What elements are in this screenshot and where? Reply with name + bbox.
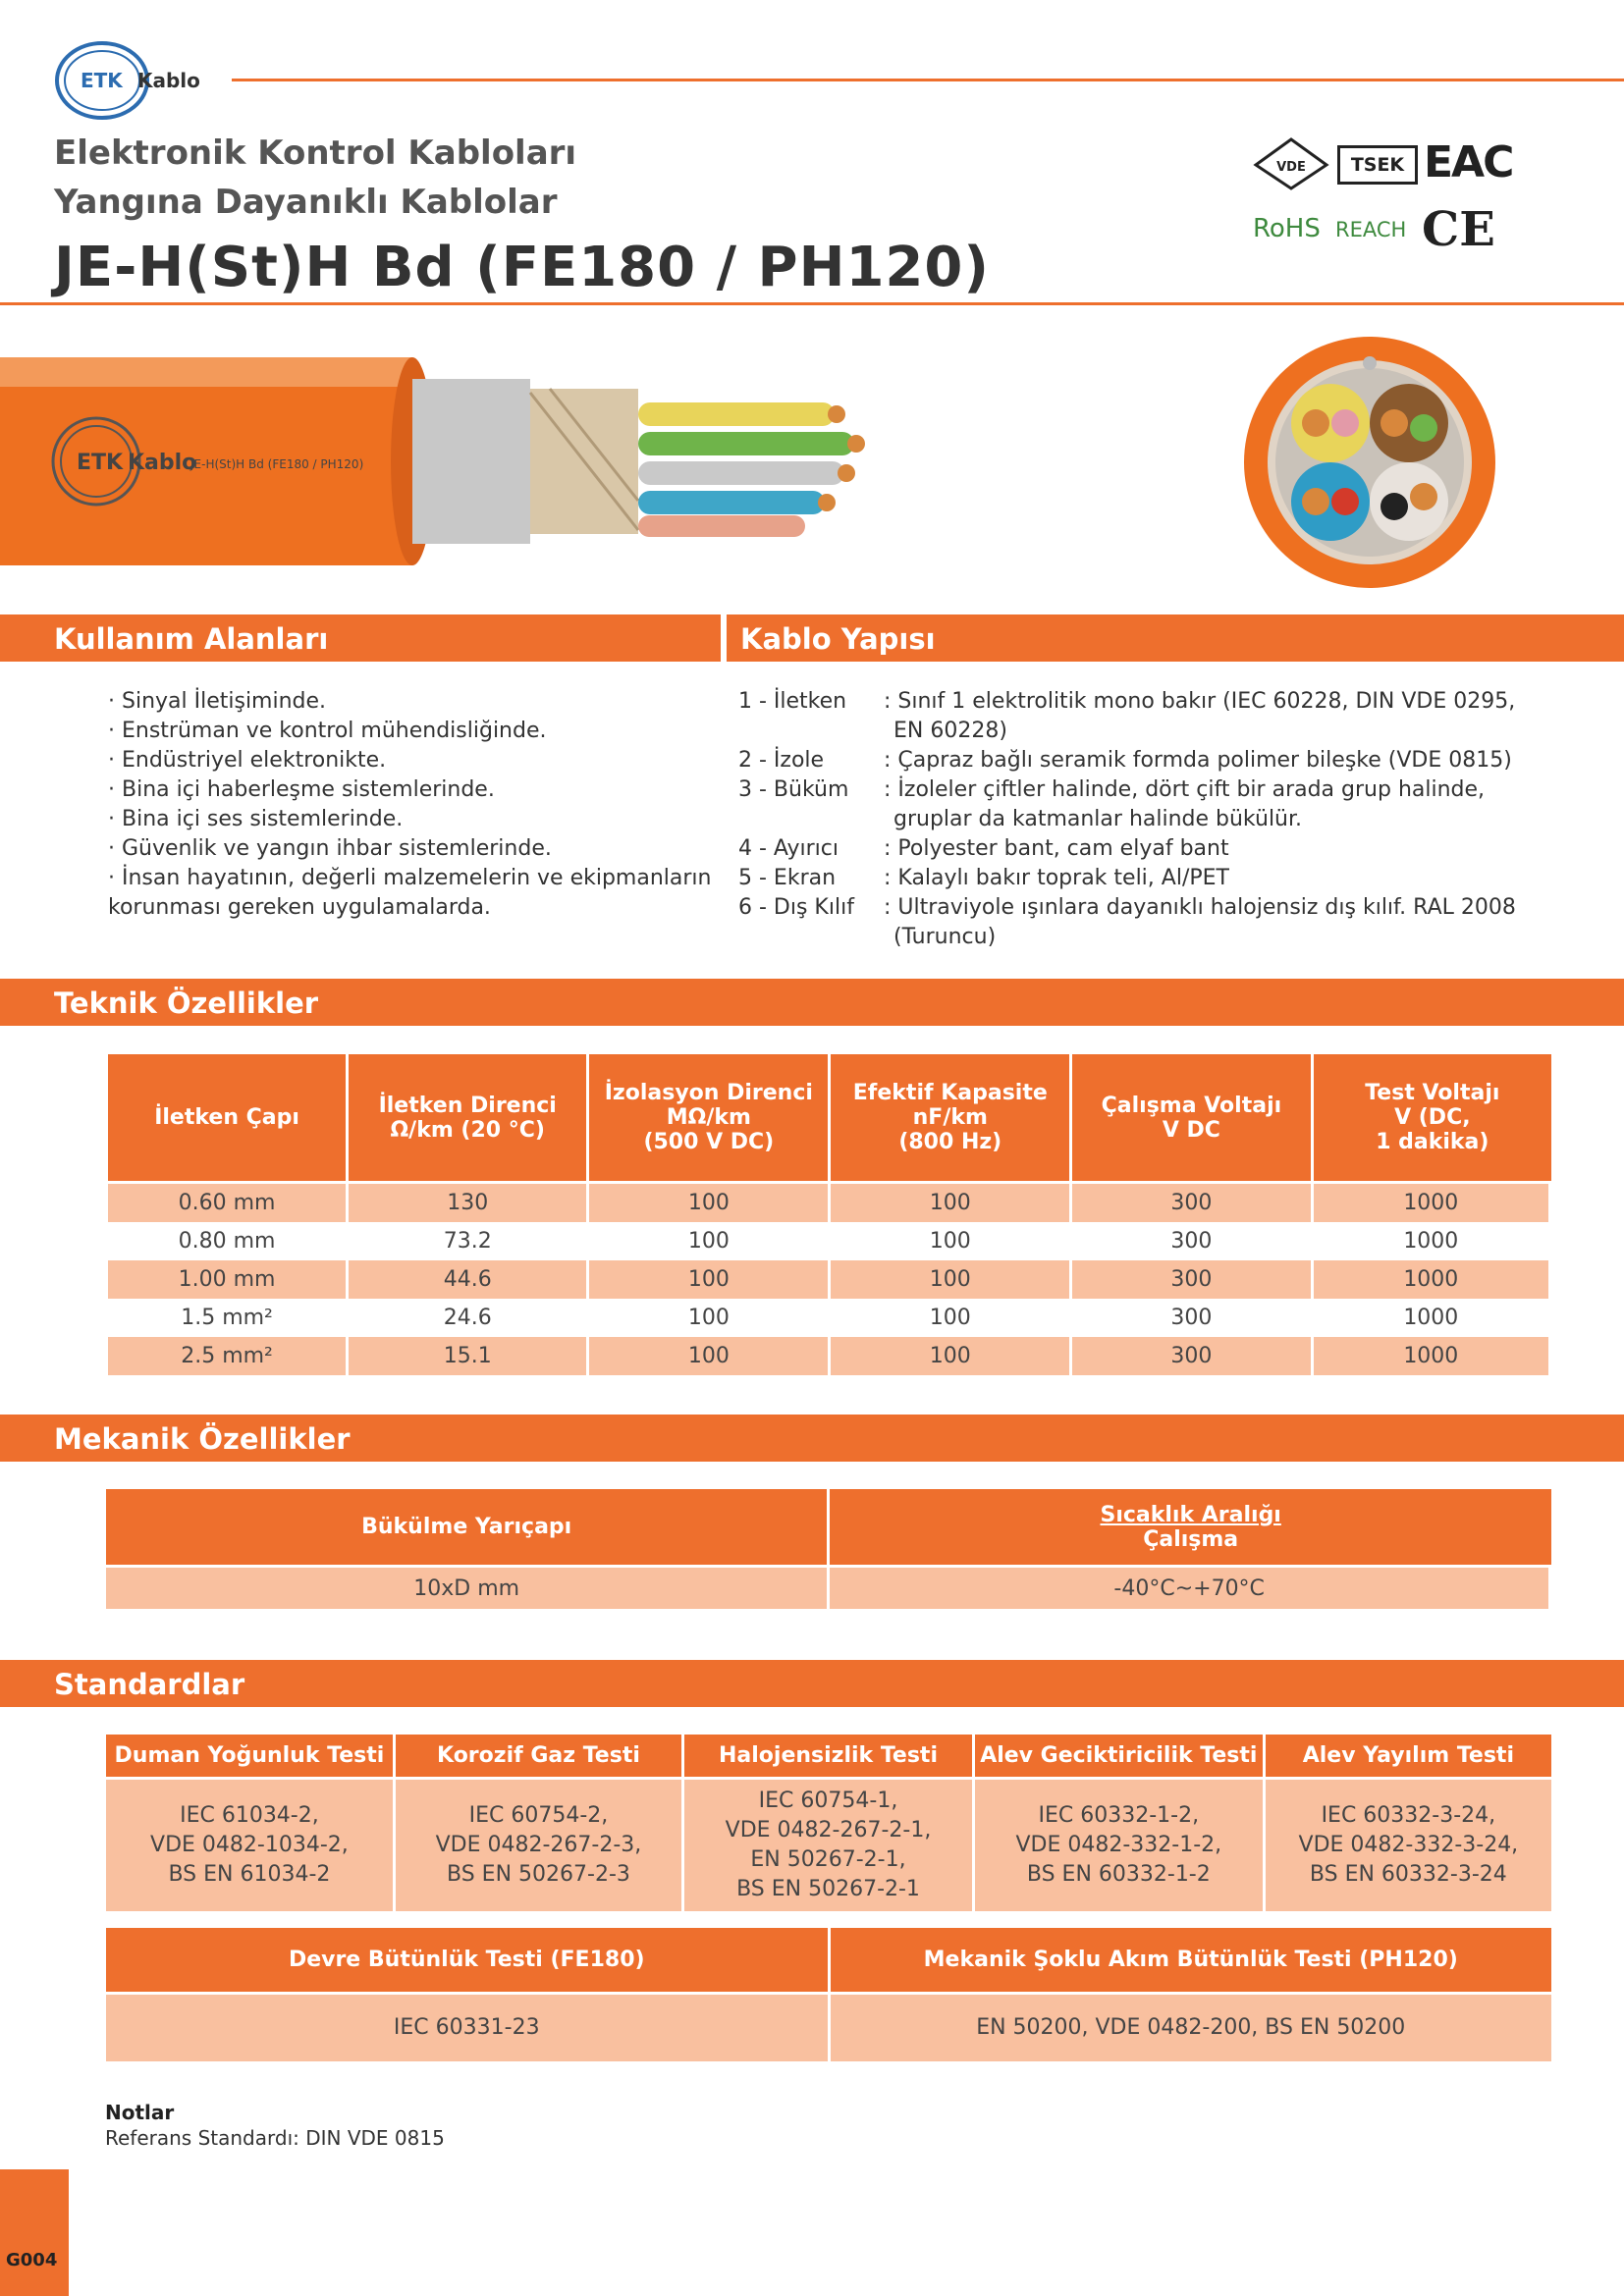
structure-list xyxy=(738,687,1602,952)
column-header: Korozif Gaz Testi xyxy=(396,1735,684,1780)
column-header xyxy=(830,1489,1551,1568)
table-cell: 24.6 xyxy=(349,1299,589,1337)
cell-line: BS EN 60332-1-2 xyxy=(1026,1862,1211,1887)
usage-title: Kullanım Alanları xyxy=(54,622,329,656)
column-header xyxy=(1314,1054,1551,1184)
cable-image xyxy=(0,353,982,569)
cell-line: VDE 0482-332-1-2, xyxy=(1015,1833,1222,1857)
structure-text-line: : Sınıf 1 elektrolitik mono bakır (IEC 60228, DIN VDE 0295, xyxy=(884,689,1516,714)
mechanical-section-header xyxy=(0,1415,1624,1462)
structure-label: 1 - İletken xyxy=(738,689,847,714)
table-cell: 300 xyxy=(1072,1337,1313,1375)
standards-title: Standardlar xyxy=(54,1668,245,1701)
structure-label: 2 - İzole xyxy=(738,748,825,773)
table-row xyxy=(108,1337,1551,1375)
table-row xyxy=(108,1222,1551,1260)
table-cell: 100 xyxy=(589,1337,831,1375)
standards-table xyxy=(106,1735,1551,1911)
table-cell: 0.80 mm xyxy=(108,1222,349,1260)
table-cell: 100 xyxy=(589,1222,831,1260)
table-cell: 300 xyxy=(1072,1222,1313,1260)
structure-row xyxy=(738,687,1602,746)
table-header-row xyxy=(106,1735,1551,1780)
table-cell xyxy=(1266,1780,1551,1911)
cell-line: IEC 60332-3-24, xyxy=(1321,1803,1496,1828)
standards-section-header xyxy=(0,1660,1624,1707)
column-header: Bükülme Yarıçapı xyxy=(106,1489,830,1568)
usage-item: korunması gereken uygulamalarda. xyxy=(108,895,491,920)
column-header: Halojensizlik Testi xyxy=(684,1735,975,1780)
table-cell: 100 xyxy=(831,1337,1072,1375)
table-cell: 1000 xyxy=(1314,1299,1551,1337)
column-header xyxy=(831,1054,1072,1184)
cell-line: EN 50267-2-1, xyxy=(750,1847,906,1872)
table-cell: 100 xyxy=(831,1184,1072,1222)
reach-badge: REACH xyxy=(1335,218,1407,241)
column-header: Duman Yoğunluk Testi xyxy=(106,1735,396,1780)
notes-title: Notlar xyxy=(105,2101,175,2124)
column-header-line: V DC xyxy=(1162,1117,1220,1143)
structure-text-line: : Ultraviyole ışınlara dayanıklı halojensiz dış kılıf. RAL 2008 xyxy=(884,895,1516,920)
column-header-line: Çalışma xyxy=(1143,1526,1239,1552)
column-header xyxy=(349,1054,589,1184)
technical-section-header xyxy=(0,979,1624,1026)
cell-line: VDE 0482-267-2-3, xyxy=(435,1833,642,1857)
column-header-line: (800 Hz) xyxy=(898,1130,1002,1154)
column-header: Alev Geciktiricilik Testi xyxy=(975,1735,1266,1780)
cell-line: BS EN 50267-2-3 xyxy=(447,1862,630,1887)
column-header-line: 1 dakika) xyxy=(1376,1130,1489,1154)
table-cell: EN 50200, VDE 0482-200, BS EN 50200 xyxy=(831,1995,1552,2061)
cell-line: BS EN 50267-2-1 xyxy=(736,1877,920,1901)
cable-print-text: JE-H(St)H Bd (FE180 / PH120) xyxy=(190,457,364,471)
usage-section-header xyxy=(0,614,721,662)
table-header-row xyxy=(106,1928,1551,1995)
table-cell: 130 xyxy=(349,1184,589,1222)
page-number: G004 xyxy=(6,2250,58,2270)
usage-item: · Sinyal İletişiminde. xyxy=(108,689,327,714)
tsek-badge: TSEK xyxy=(1337,145,1418,185)
table-cell: 1000 xyxy=(1314,1260,1551,1299)
cell-line: IEC 60754-1, xyxy=(758,1789,898,1813)
title-rule xyxy=(0,302,1624,305)
brand-logo xyxy=(51,39,218,128)
ce-badge: CE xyxy=(1422,202,1495,257)
column-header-line: Sıcaklık Aralığı xyxy=(1100,1502,1281,1527)
structure-label: 5 - Ekran xyxy=(738,866,837,890)
usage-item: · Enstrüman ve kontrol mühendisliğinde. xyxy=(108,719,547,743)
table-cell: 1.00 mm xyxy=(108,1260,349,1299)
mechanical-title: Mekanik Özellikler xyxy=(54,1422,351,1456)
table-cell: 300 xyxy=(1072,1184,1313,1222)
cable-print-etk: ETK xyxy=(77,451,124,475)
table-cell: 0.60 mm xyxy=(108,1184,349,1222)
technical-title: Teknik Özellikler xyxy=(54,987,319,1020)
table-row xyxy=(106,1568,1551,1609)
structure-text: : Polyester bant, cam elyaf bant xyxy=(884,836,1229,861)
usage-item: · Bina içi haberleşme sistemlerinde. xyxy=(108,777,495,802)
structure-row xyxy=(738,775,1602,834)
column-header xyxy=(1072,1054,1313,1184)
column-header: Devre Bütünlük Testi (FE180) xyxy=(106,1928,831,1995)
column-header xyxy=(108,1054,349,1184)
table-cell: 100 xyxy=(831,1260,1072,1299)
cell-line: BS EN 60332-3-24 xyxy=(1309,1862,1507,1887)
table-row xyxy=(106,1995,1551,2061)
table-cell xyxy=(106,1780,396,1911)
table-cell: 10xD mm xyxy=(106,1568,830,1609)
column-header: Alev Yayılım Testi xyxy=(1266,1735,1551,1780)
integrity-table xyxy=(106,1928,1551,2061)
notes-text: Referans Standardı: DIN VDE 0815 xyxy=(105,2126,445,2150)
cell-line: IEC 60332-1-2, xyxy=(1038,1803,1200,1828)
table-cell: 100 xyxy=(831,1222,1072,1260)
column-header-line: Efektif Kapasite xyxy=(852,1081,1048,1105)
structure-label: 3 - Büküm xyxy=(738,777,849,802)
table-cell: 2.5 mm² xyxy=(108,1337,349,1375)
column-header-line: İzolasyon Direnci xyxy=(604,1081,813,1105)
table-cell: 44.6 xyxy=(349,1260,589,1299)
column-header-line: Çalışma Voltajı xyxy=(1101,1093,1282,1118)
usage-item: · Güvenlik ve yangın ihbar sistemlerinde. xyxy=(108,836,552,861)
column-header-line: MΩ/km xyxy=(666,1105,751,1130)
column-header: Mekanik Şoklu Akım Bütünlük Testi (PH120) xyxy=(831,1928,1552,1995)
cell-line: IEC 60754-2, xyxy=(468,1803,609,1828)
column-header-line: Test Voltajı xyxy=(1365,1081,1500,1105)
table-header-row xyxy=(108,1054,1551,1184)
column-header-line: (500 V DC) xyxy=(643,1130,775,1154)
mechanical-table xyxy=(106,1489,1551,1609)
cell-line: BS EN 61034-2 xyxy=(168,1862,331,1887)
table-cell xyxy=(396,1780,684,1911)
structure-text xyxy=(884,775,1485,834)
cable-print-kablo: Kablo xyxy=(128,451,197,475)
column-header-line: nF/km xyxy=(912,1105,988,1130)
structure-section-header xyxy=(727,614,1624,662)
structure-row xyxy=(738,746,1602,775)
brand-etk: ETK xyxy=(81,69,123,92)
structure-row xyxy=(738,864,1602,893)
table-cell: 100 xyxy=(831,1299,1072,1337)
usage-item: · Endüstriyel elektronikte. xyxy=(108,748,387,773)
cell-line: IEC 61034-2, xyxy=(180,1803,319,1828)
page-number-tab xyxy=(0,2169,69,2296)
cell-line: VDE 0482-1034-2, xyxy=(150,1833,349,1857)
vde-icon xyxy=(1252,135,1330,192)
column-header-line: Ω/km (20 °C) xyxy=(390,1117,545,1143)
eac-badge: EAC xyxy=(1424,137,1513,187)
technical-table xyxy=(108,1054,1551,1375)
table-cell: IEC 60331-23 xyxy=(106,1995,831,2061)
structure-text-line: (Turuncu) xyxy=(893,925,997,949)
brand-kablo: Kablo xyxy=(137,69,200,92)
table-row xyxy=(108,1299,1551,1337)
table-cell: 1000 xyxy=(1314,1184,1551,1222)
table-cell: 1000 xyxy=(1314,1222,1551,1260)
column-header xyxy=(589,1054,831,1184)
structure-text-line: : İzoleler çiftler halinde, dört çift bir arada grup halinde, xyxy=(884,777,1486,802)
structure-title: Kablo Yapısı xyxy=(740,622,936,656)
column-header-line: İletken Direnci xyxy=(378,1093,557,1118)
vde-text: VDE xyxy=(1276,160,1306,175)
structure-text: : Kalaylı bakır toprak teli, Al/PET xyxy=(884,866,1229,890)
table-cell xyxy=(975,1780,1266,1911)
table-cell: 15.1 xyxy=(349,1337,589,1375)
table-cell: 300 xyxy=(1072,1260,1313,1299)
rohs-badge: RoHS xyxy=(1253,214,1321,243)
table-cell: 100 xyxy=(589,1184,831,1222)
structure-row xyxy=(738,893,1602,952)
table-row xyxy=(108,1184,1551,1222)
structure-label: 6 - Dış Kılıf xyxy=(738,895,854,920)
table-row xyxy=(108,1260,1551,1299)
title-line2: Yangına Dayanıklı Kablolar xyxy=(54,183,558,222)
table-cell: 1.5 mm² xyxy=(108,1299,349,1337)
cable-cross-section-image xyxy=(1237,330,1502,595)
column-header-line: İletken Çapı xyxy=(154,1105,299,1130)
column-header-line: V (DC, xyxy=(1394,1105,1471,1130)
table-cell: -40°C~+70°C xyxy=(830,1568,1551,1609)
page-title: JE-H(St)H Bd (FE180 / PH120) xyxy=(54,236,990,299)
table-header-row xyxy=(106,1489,1551,1568)
header-rule xyxy=(232,79,1624,81)
table-cell: 300 xyxy=(1072,1299,1313,1337)
usage-list xyxy=(108,687,736,923)
table-cell: 1000 xyxy=(1314,1337,1551,1375)
table-cell: 73.2 xyxy=(349,1222,589,1260)
usage-item: · Bina içi ses sistemlerinde. xyxy=(108,807,404,831)
structure-text: : Çapraz bağlı seramik formda polimer bileşke (VDE 0815) xyxy=(884,748,1512,773)
structure-text xyxy=(884,687,1515,746)
cell-line: VDE 0482-267-2-1, xyxy=(725,1818,932,1842)
table-cell: 100 xyxy=(589,1260,831,1299)
table-cell xyxy=(684,1780,975,1911)
table-cell: 100 xyxy=(589,1299,831,1337)
structure-row xyxy=(738,834,1602,864)
table-row xyxy=(106,1780,1551,1911)
structure-text-line: EN 60228) xyxy=(893,719,1007,743)
structure-text xyxy=(884,893,1516,952)
usage-item: · İnsan hayatının, değerli malzemelerin ve ekipmanların xyxy=(108,866,712,890)
structure-text-line: gruplar da katmanlar halinde bükülür. xyxy=(893,807,1303,831)
title-line1: Elektronik Kontrol Kabloları xyxy=(54,133,577,173)
cell-line: VDE 0482-332-3-24, xyxy=(1298,1833,1519,1857)
structure-label: 4 - Ayırıcı xyxy=(738,836,839,861)
